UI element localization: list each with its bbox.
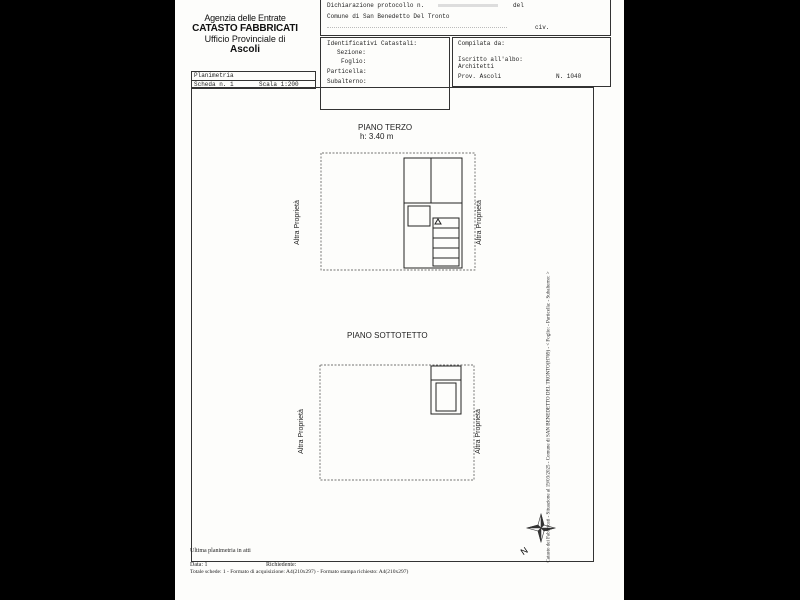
scala-label: Scala 1:200 [259,81,299,88]
piano-terzo-apartment [404,158,462,268]
iscritto-label: Iscritto all'albo: [458,56,523,63]
footer-formato: Totale schede: 1 - Formato di acquisizione: A4(210x297) - Formato stampa richiesto: A4(210x297) [190,569,409,575]
foglio-label: Foglio: [341,58,367,65]
protocol-del: del [513,2,524,9]
altra-proprieta-left-2: Altra Proprietà [297,409,305,454]
piano-sottotetto-room [431,366,461,414]
piano-terzo-title: PIANO TERZO [358,123,413,132]
particella-label: Particella: [327,68,367,75]
ufficio-city: Ascoli [229,44,260,55]
footer-data: Data: 1 [190,562,208,568]
agency-name: Agenzia delle Entrate [204,13,286,23]
albo-value: Architetti [458,63,495,70]
catasto-title: CATASTO FABBRICATI [192,23,298,34]
footer-richiedente: Richiedente: [266,562,297,568]
comune-name: Comune di San Benedetto Del Tronto [327,13,450,20]
side-stamp: Catasto dei Fabbricati - Situazione al 19/03/2025 - Comune di SAN BENEDETTO DEL TRONTO(H769) - < Foglio: - Particella: - Subalterno: > [546,271,552,563]
prov-label: Prov. Ascoli [458,73,502,80]
compilata-title: Compilata da: [458,40,505,47]
piano-terzo-boundary [321,153,475,270]
altra-proprieta-right-2: Altra Proprietà [474,409,482,454]
sezione-label: Sezione: [337,49,366,56]
albo-number: N. 1040 [556,73,582,80]
piano-sottotetto-title: PIANO SOTTOTETTO [347,331,428,340]
piano-terzo-height: h: 3.40 m [360,132,394,141]
scheda-number: Scheda n. 1 [194,81,234,88]
piano-sottotetto-boundary [320,365,474,480]
ufficio-label: Ufficio Provinciale di [204,34,286,44]
subalterno-label: Subalterno: [327,78,367,85]
north-label: N [518,545,530,557]
cadastral-sheet [175,0,624,600]
altra-proprieta-left-1: Altra Proprietà [293,200,301,245]
identificativi-title: Identificativi Catastali: [327,40,418,47]
planimetria-label: Planimetria [194,72,234,79]
protocol-label: Dichiarazione protocollo n. [327,2,425,9]
ultima-planimetria: Ultima planimetria in atti [190,548,251,554]
altra-proprieta-right-1: Altra Proprietà [475,200,483,245]
floor-plans [175,0,624,600]
civ-label: civ. [535,24,550,31]
